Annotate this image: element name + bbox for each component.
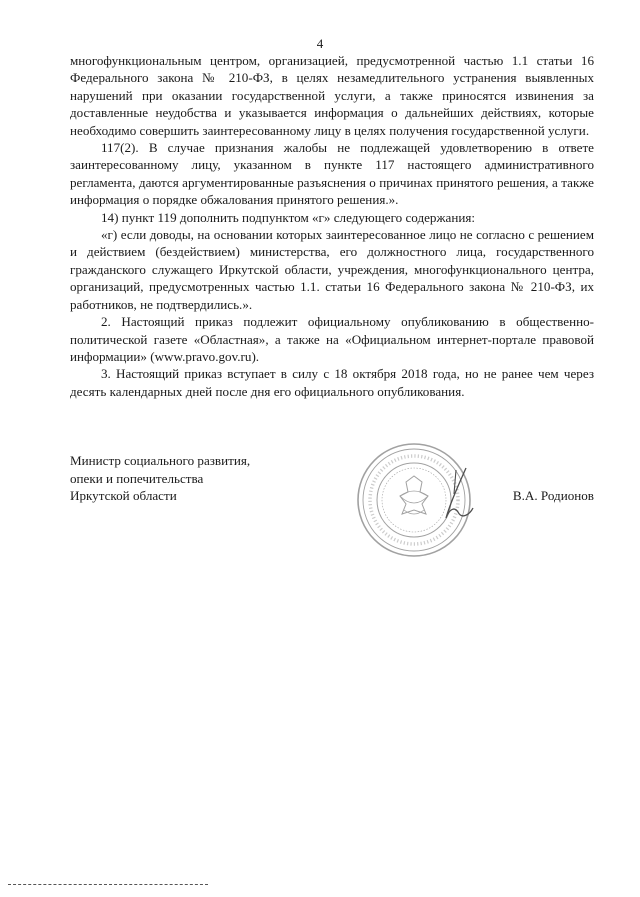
signer-name: В.А. Родионов bbox=[512, 488, 594, 503]
paragraph: 2. Настоящий приказ подлежит официальному опубликованию в общественно-политической газете «Областная», а также на «Официальном интернет-портале правовой информации» (www.pravo.gov.ru). bbox=[70, 314, 594, 364]
paragraph: 117(2). В случае признания жалобы не подлежащей удовлетворению в ответе заинтересованному лицу, указанном в пункте 117 настоящего административного регламента, даются аргументированные разъяснения о причинах принятого решения, а также информация о порядке обжалования принятого решения.». bbox=[70, 140, 594, 208]
page-number: 4 bbox=[316, 36, 324, 51]
document-body bbox=[70, 52, 594, 400]
signer-position-line: Министр социального развития, bbox=[70, 453, 251, 468]
signer-position-line: опеки и попечительства bbox=[70, 470, 204, 486]
signature-block bbox=[70, 452, 594, 505]
paragraph: многофункциональным центром, организацией, предусмотренной частью 1.1 статьи 16 Федерального закона № 210-ФЗ, в целях незамедлительного устранения выявленных нарушений при оказании государственной услуги, а также приносятся извинения за доставленные неудобства и указывается информация о дальнейших действиях, которые необходимо совершить заинтересованному лицу в целях получения государственной услуги. bbox=[70, 53, 594, 138]
footer-rule bbox=[8, 884, 208, 885]
paragraph: «г) если доводы, на основании которых заинтересованное лицо не согласно с решением и действием (бездействием) министерства, его должностного лица, государственного гражданского служащего Иркутской области, учреждения, многофункционального центра, организаций, предусмотренных частью 1.1. статьи 16 Федерального закона № 210-ФЗ, их работников, не подтвердились.». bbox=[70, 227, 594, 312]
paragraph: 3. Настоящий приказ вступает в силу с 18 октября 2018 года, но не ранее чем через десять календарных дней после дня его официального опубликования. bbox=[70, 366, 594, 399]
paragraph: 14) пункт 119 дополнить подпунктом «г» следующего содержания: bbox=[101, 209, 476, 225]
signer-position-line: Иркутской области bbox=[70, 488, 177, 504]
